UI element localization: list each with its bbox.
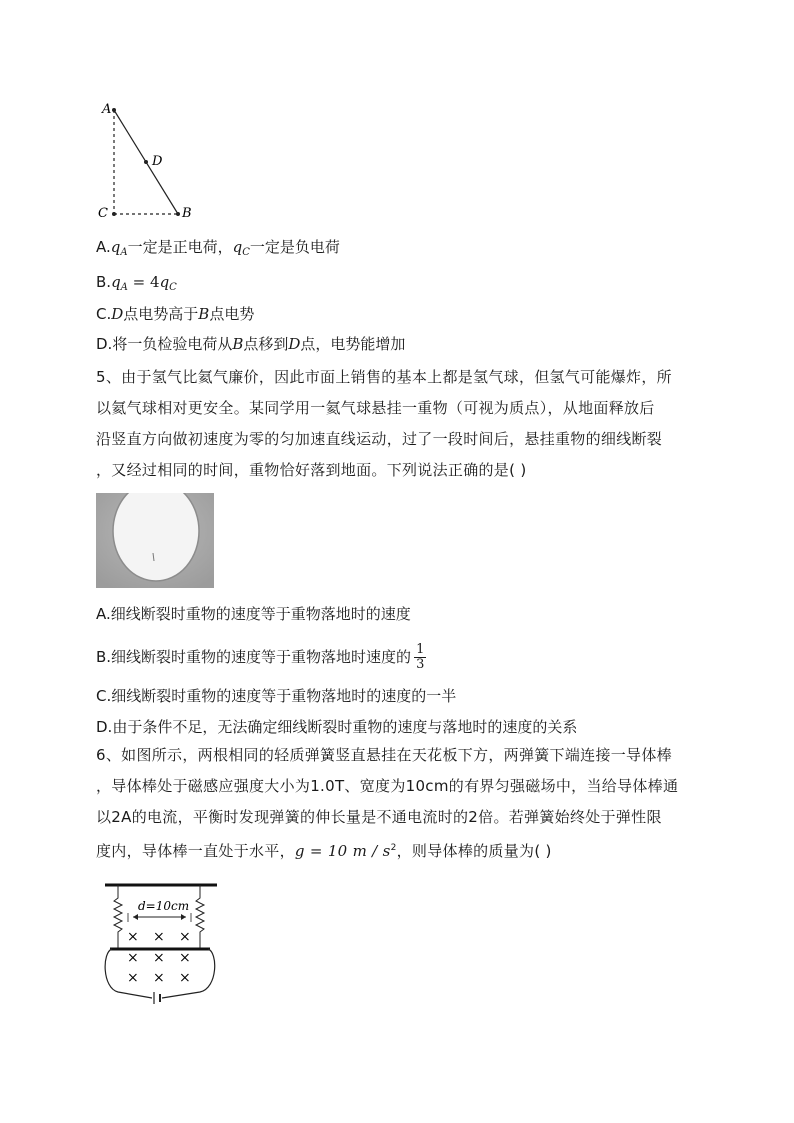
q5-option-c: C.细线断裂时重物的速度等于重物落地时的速度的一半 [96,687,457,705]
point-d [144,160,148,164]
field-mark: × [153,950,165,966]
q5-stem-line: 5、由于氢气比氦气廉价，因此市面上销售的基本上都是氢气球，但氢气可能爆炸，所 [96,368,672,386]
q4-option-d: D.将一负检验电荷从B点移到D点，电势能增加 [96,335,406,353]
width-label: d=10cm [138,899,190,913]
field-mark: × [153,929,165,945]
q5-stem-line: 以氦气球相对更安全。某同学用一氦气球悬挂一重物（可视为质点），从地面释放后 [96,399,655,417]
field-mark: × [179,929,191,945]
q6-stem-line: ，导体棒处于磁感应强度大小为1.0T、宽度为10cm的有界匀强磁场中，当给导体棒通 [96,777,679,795]
q6-stem-line: 以2A的电流，平衡时发现弹簧的伸长量是不通电流时的2倍。若弹簧始终处于弹性限 [96,808,662,826]
q6-stem-line: 6、如图所示，两根相同的轻质弹簧竖直悬挂在天花板下方，两弹簧下端连接一导体棒 [96,746,672,764]
q5-option-b: B.细线断裂时重物的速度等于重物落地时速度的 $\frac{1}{3}$ [96,642,425,672]
q5-option-a: A.细线断裂时重物的速度等于重物落地时的速度 [96,605,411,623]
balloon-shape [113,493,199,581]
label-b: B [182,206,192,221]
q5-option-d: D.由于条件不足，无法确定细线断裂时重物的速度与落地时的速度的关系 [96,718,578,736]
spring-left [114,885,122,948]
spring-right [196,885,204,948]
point-a [112,108,116,112]
balloon-photo [96,493,214,588]
field-mark: × [179,970,191,986]
triangle-figure [92,98,202,223]
arrow-head-right [181,914,186,920]
label-a: A [102,102,112,117]
point-b [176,212,180,216]
field-mark: × [153,970,165,986]
field-mark: × [127,950,139,966]
point-c [112,212,116,216]
q5-stem-line: 沿竖直方向做初速度为零的匀加速直线运动，过了一段时间后，悬挂重物的细线断裂 [96,430,663,448]
field-mark: × [179,950,191,966]
q4-option-a: $A.q_A$一定是正电荷，$q_C$一定是负电荷 [96,238,340,258]
q4-option-c: C.D点电势高于B点电势 [96,305,255,323]
q5-stem-line: ，又经过相同的时间，重物恰好落到地面。下列说法正确的是( ) [96,461,527,479]
fraction-one-third: $\frac{1}{3}$ [416,642,425,672]
field-mark: × [127,970,139,986]
q5-stem [96,362,696,486]
q6-stem [96,740,696,867]
q4-option-b: $B.q_A = 4q_C$ [96,273,177,293]
field-mark: × [127,929,139,945]
label-d: D [152,154,163,169]
label-c: C [98,206,108,221]
q6-stem-line: 度内，导体棒一直处于水平，g = 10 m / $s^2$，则导体棒的质量为( ) [96,842,552,860]
spring-conductor-figure [100,880,225,1010]
arrow-head-left [133,914,138,920]
